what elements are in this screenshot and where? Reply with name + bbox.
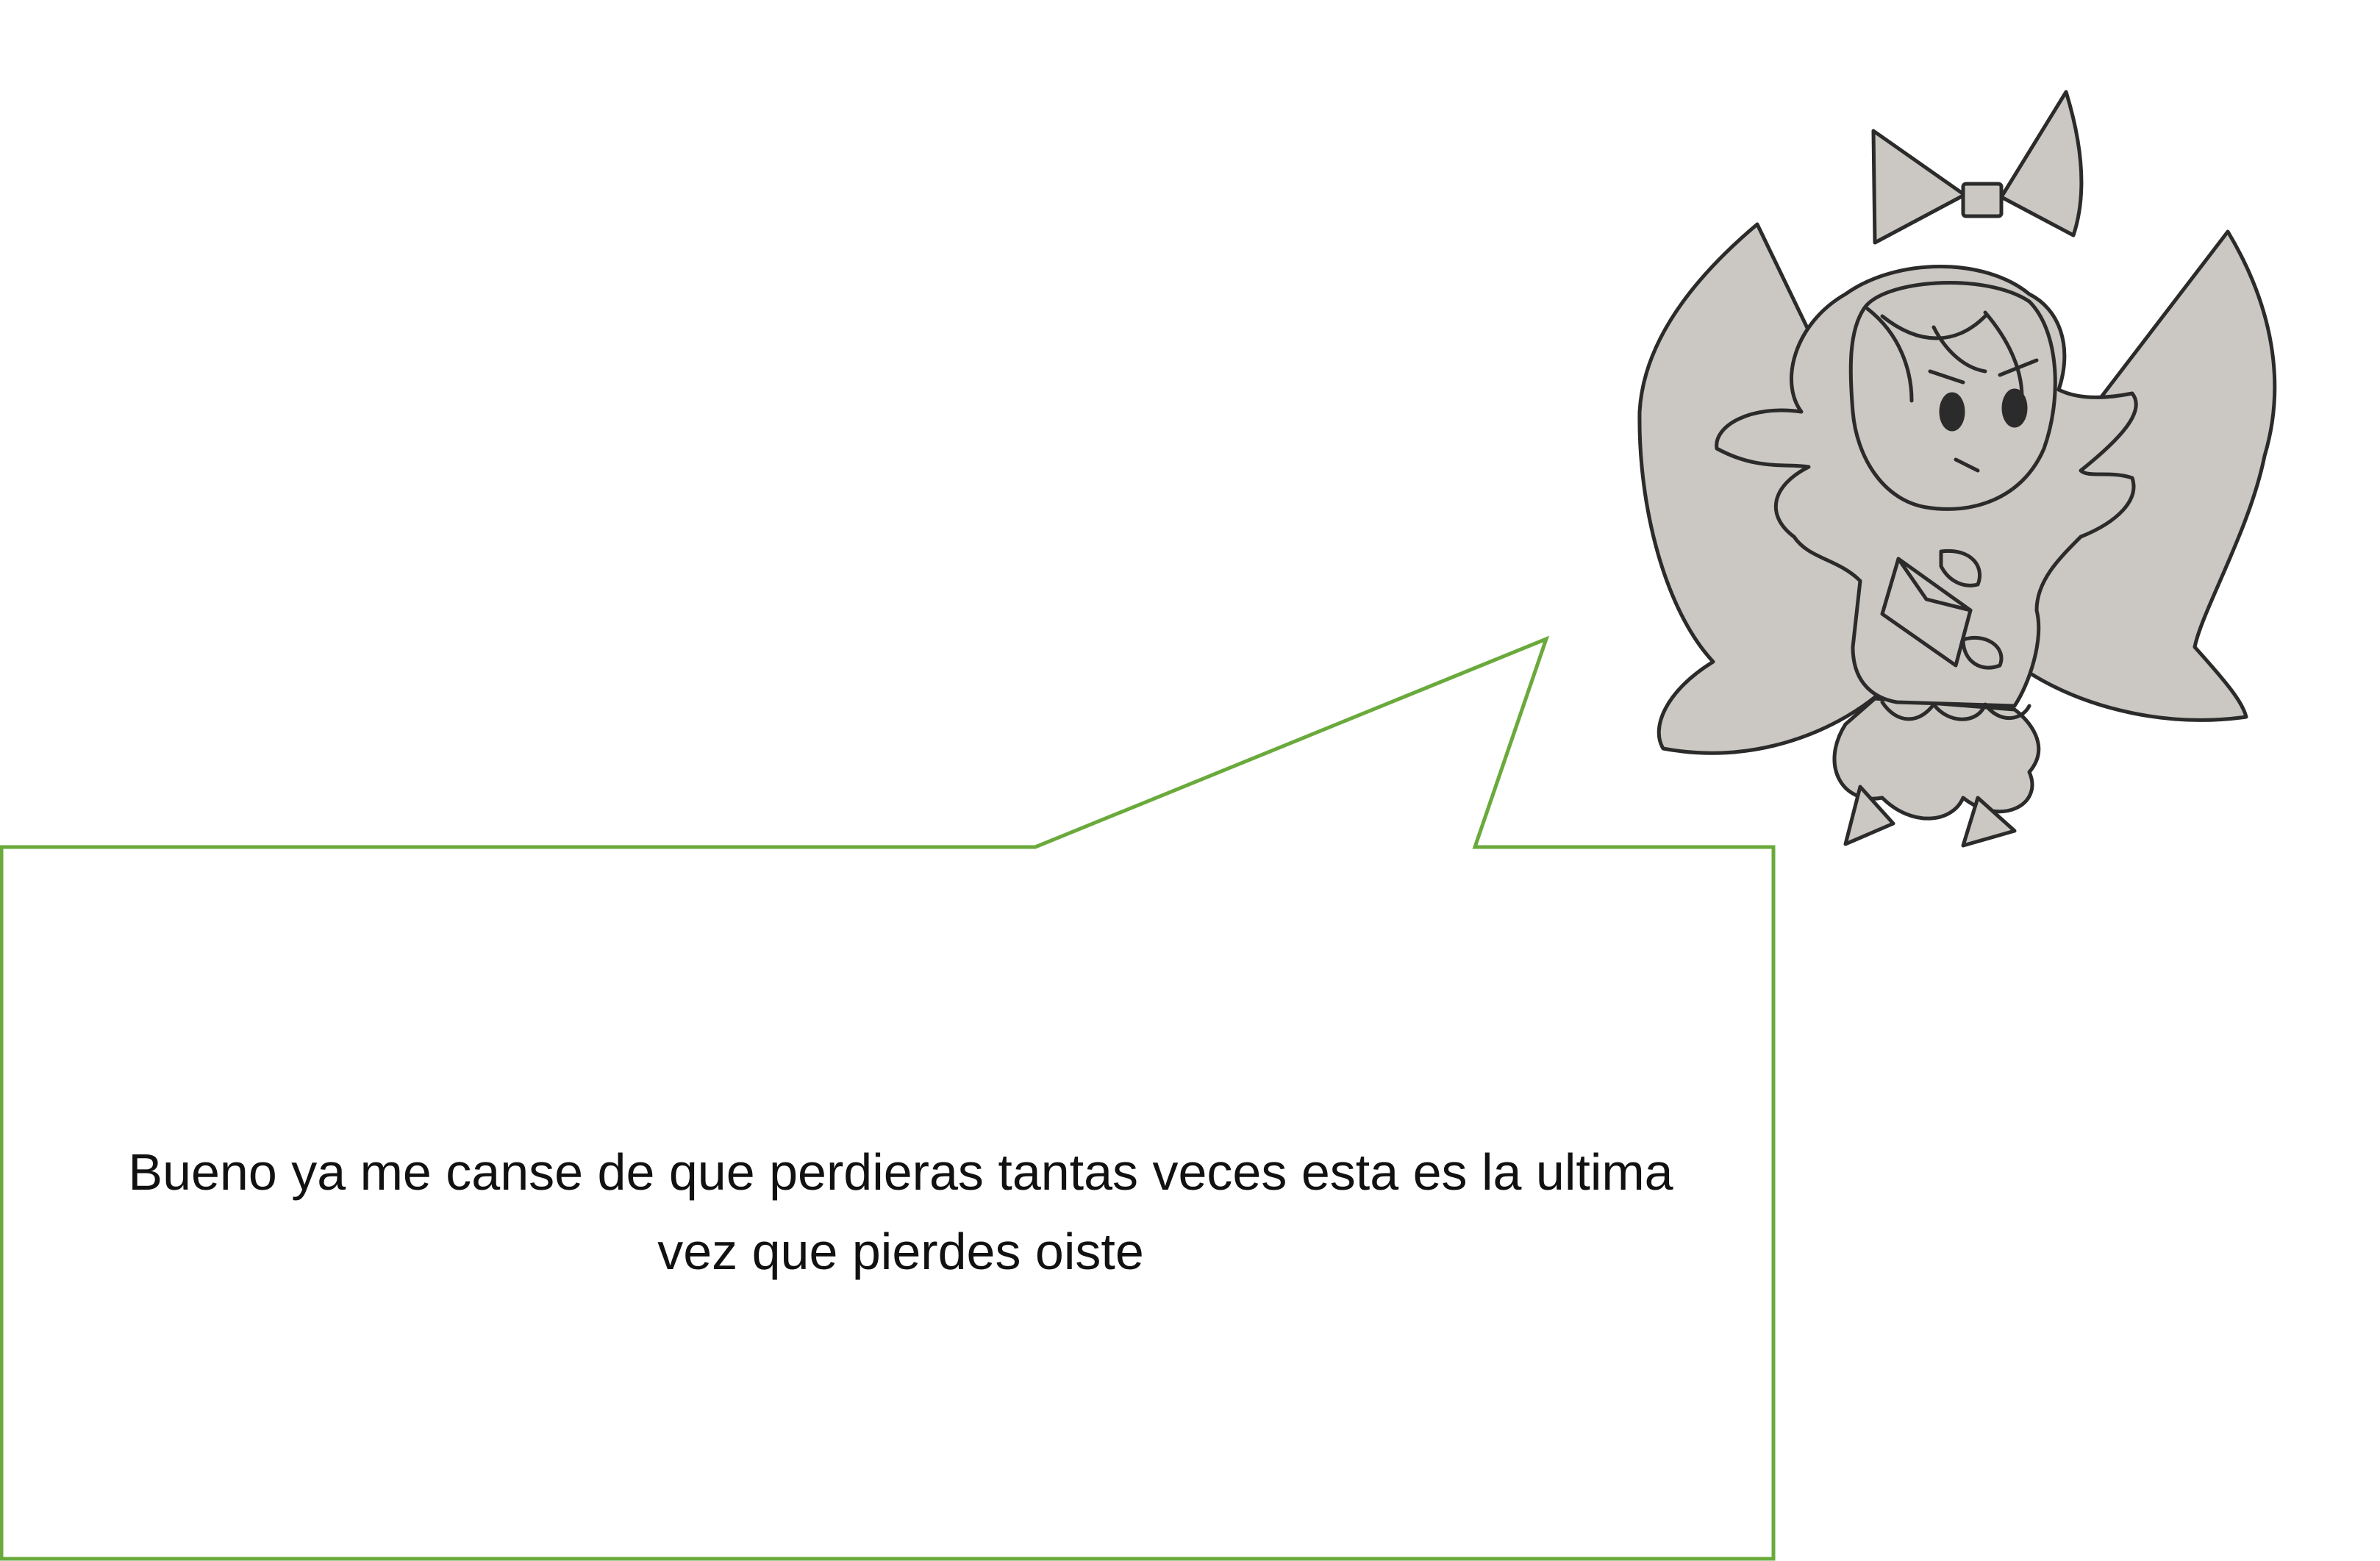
- dialogue-text: [44, 1132, 1757, 1291]
- dialogue-line-2: vez que pierdes oiste: [657, 1223, 1144, 1280]
- fairy-character-icon: [1640, 92, 2275, 846]
- dialogue-line-1: Bueno ya me canse de que perdieras tantas veces esta es la ultima: [128, 1143, 1673, 1201]
- speech-bubble: [1, 639, 1773, 1559]
